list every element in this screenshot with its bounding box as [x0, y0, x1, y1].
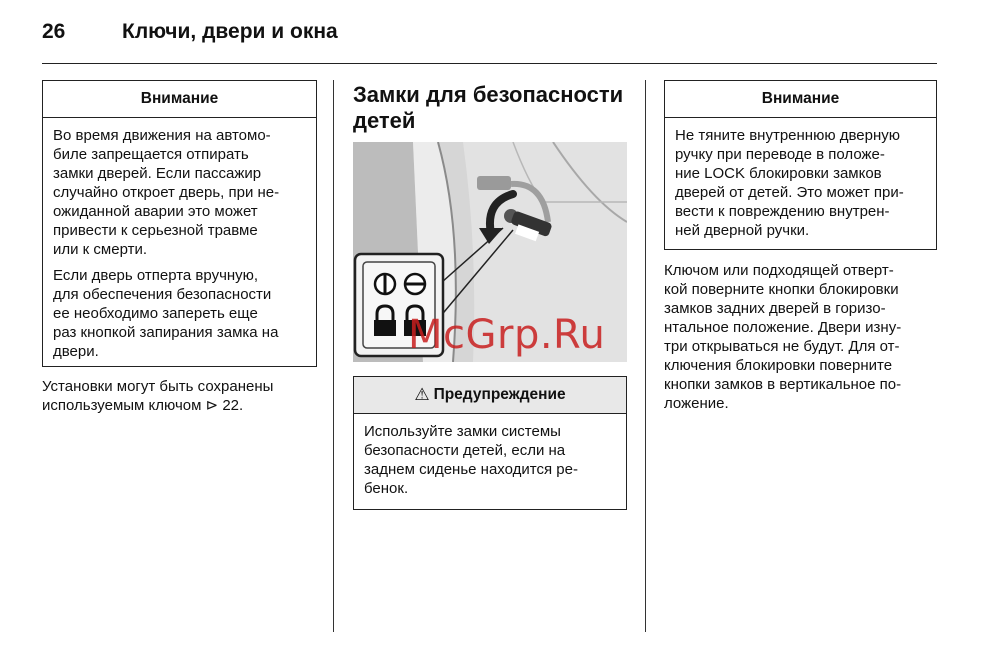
body-text-right: Ключом или подходящей отверт- кой поверните кнопки блокировки замков задних дверей в горизо- нтальное положение. Двери изну- три открываться не будут. Для от- ключения блокировки поверните кнопки замков в вертикальное по- ложение.	[664, 262, 902, 412]
notice-box-left	[42, 80, 317, 367]
notice-box-right	[664, 80, 937, 250]
header-rule	[42, 63, 937, 64]
notice-title: Внимание	[43, 81, 316, 118]
page-number: 26	[42, 20, 66, 43]
body-text-left: Установки могут быть сохранены используемым ключом ⊳ 22.	[42, 378, 274, 414]
section-title: Замки для безопасности детей	[353, 82, 624, 133]
warning-box	[353, 376, 627, 510]
watermark: McGrp.Ru	[408, 312, 606, 358]
warning-title: Предупреждение	[433, 386, 566, 403]
warning-text: Используйте замки системы безопасности детей, если на заднем сиденье находится ре- бенок.	[364, 423, 578, 497]
column-divider-right	[645, 80, 646, 632]
notice-text: Не тяните внутреннюю дверную ручку при переводе в положе- ние LOCK блокировки замков дверей от детей. Это может при- вести к повреждению внутрен- ней дверной ручки.	[675, 127, 904, 239]
column-divider-left	[333, 80, 334, 632]
notice-title: Внимание	[665, 81, 936, 118]
warning-icon: ⚠	[414, 385, 430, 404]
chapter-title: Ключи, двери и окна	[122, 20, 338, 43]
notice-paragraph: Во время движения на автомо- биле запрещается отпирать замки дверей. Если пассажир случайно откроет дверь, при не- ожиданной аварии это может привести к серьезной травме или к смерти.	[53, 127, 280, 258]
notice-paragraph: Если дверь отперта вручную, для обеспечения безопасности ее необходимо запереть еще раз кнопкой запирания замка на двери.	[53, 267, 279, 360]
